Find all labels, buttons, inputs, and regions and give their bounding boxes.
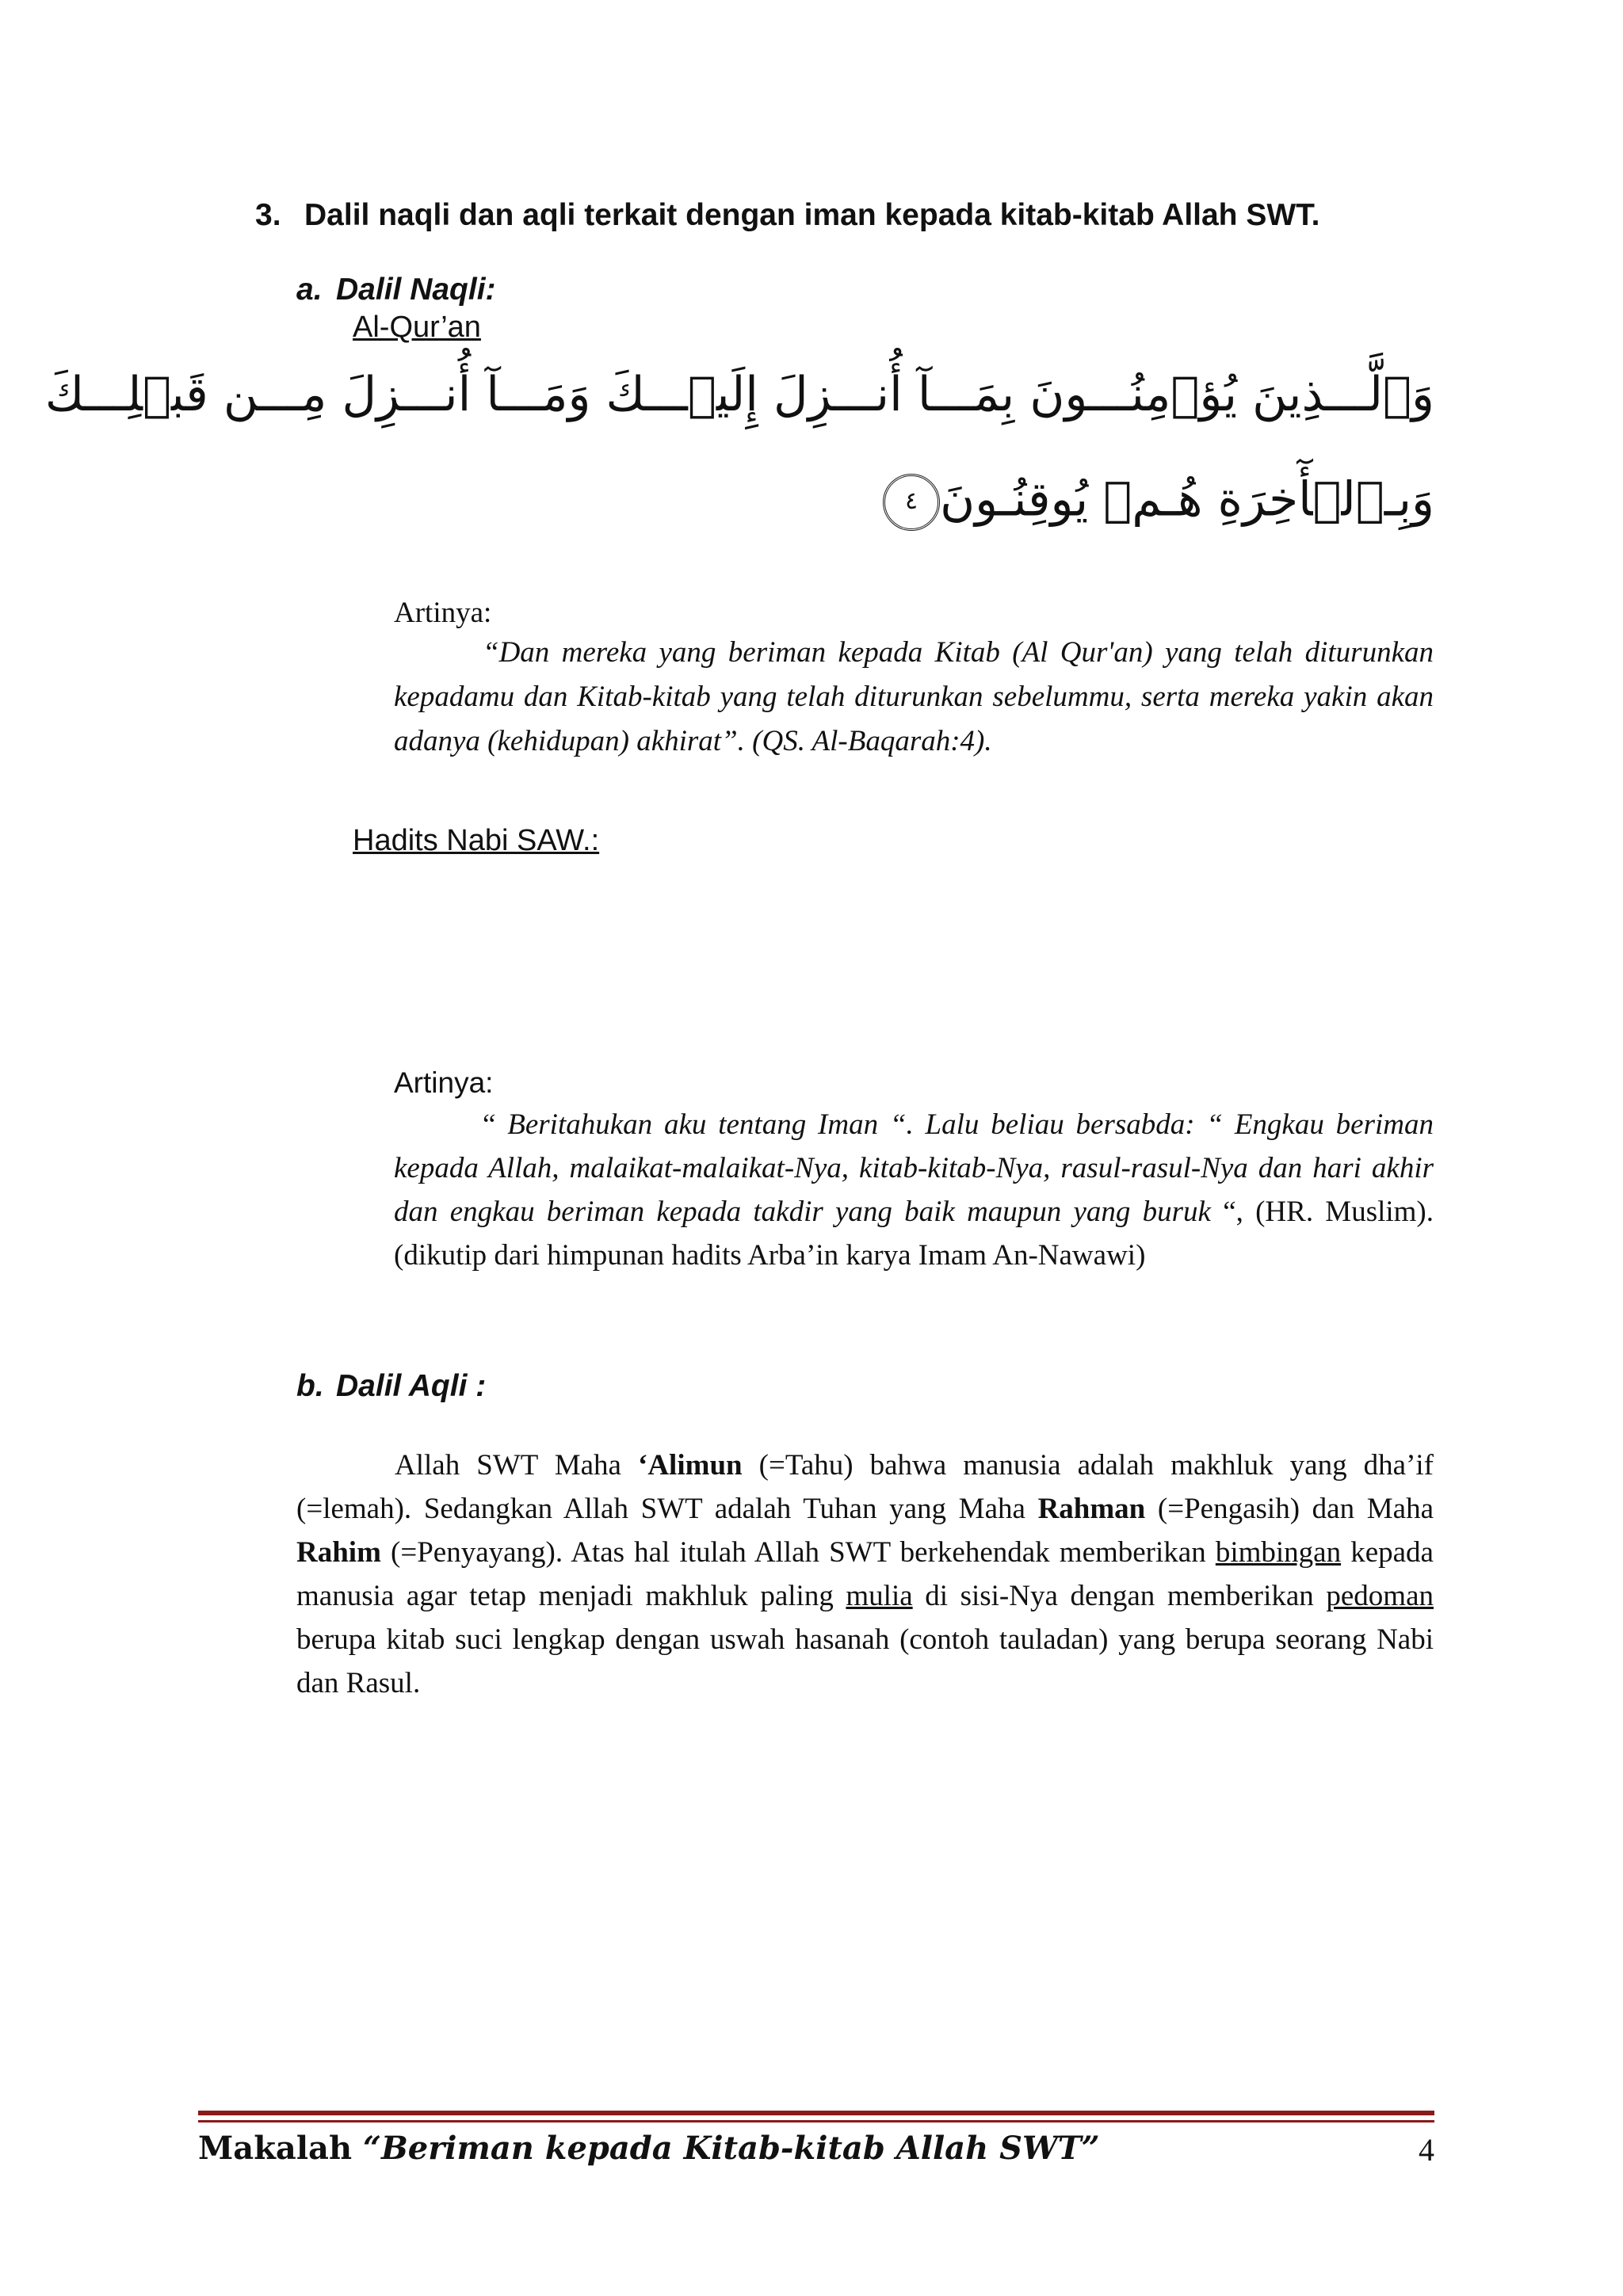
hadits-quote: Beritahukan aku tentang Iman “. Lalu beliau bersabda: “ Engkau beriman kepada Allah, malaikat-malaikat-Nya, kitab-kitab-Nya, rasul-rasul-Nya dan hari akhir dan engkau beriman kepada takdir yang baik maupun yang buruk	[394, 1108, 1434, 1228]
ayah-number-marker: ٤	[883, 474, 940, 531]
footer-rule-thin	[198, 2120, 1434, 2122]
section-title: Dalil naqli dan aqli terkait dengan iman kepada kitab-kitab Allah SWT.	[304, 198, 1320, 232]
footer-title	[198, 2130, 1100, 2167]
underlined-term-mulia: mulia	[846, 1580, 913, 1612]
translation-text: Dan mereka yang beriman kepada Kitab (Al Qur'an) yang telah diturunkan kepadamu dan Kitab-kitab yang telah diturunkan sebelummu, serta mereka yakin akan adanya (kehidupan) akhirat”.	[394, 636, 1434, 757]
section-heading	[255, 198, 1320, 233]
hadits-source: “, (HR. Muslim). (dikutip dari himpunan hadits Arba’in karya Imam An-Nawawi)	[394, 1196, 1434, 1272]
subheading-text: Dalil Naqli:	[336, 273, 496, 307]
hadits-open-quote: “	[483, 1108, 508, 1141]
quran-artinya-label: Artinya:	[394, 597, 492, 629]
arabic-verse-line-2	[905, 471, 1434, 531]
footer-rule-thick	[198, 2111, 1434, 2115]
translation-open-quote: “	[483, 636, 499, 669]
hadits-label: Hadits Nabi SAW.:	[353, 824, 600, 857]
footer-prefix: Makalah	[198, 2130, 363, 2167]
paragraph-text: (=Tahu) bahwa manusia adalah makhluk yang dha’if (=lemah). Sedangkan Allah SWT adalah Tuhan yang Maha	[296, 1449, 1434, 1525]
aqli-paragraph	[296, 1444, 1434, 1705]
paragraph-text: berupa kitab suci lengkap dengan uswah hasanah (contoh tauladan) yang berupa seorang Nabi dan Rasul.	[296, 1623, 1434, 1699]
footer-paper-title: “Beriman kepada Kitab-kitab Allah SWT”	[362, 2130, 1100, 2167]
paragraph-text: (=Pengasih) dan Maha	[1145, 1493, 1434, 1525]
page-number: 4	[1419, 2132, 1434, 2168]
hadits-translation	[394, 1103, 1434, 1277]
section-number: 3.	[255, 198, 281, 232]
bold-term-rahim: Rahim	[296, 1536, 381, 1569]
paragraph-text: di sisi-Nya dengan memberikan	[912, 1580, 1327, 1612]
arabic-verse-text: وَبِـٱلۡأٓخِرَةِ هُـمۡ يُوقِنُـونَ	[940, 471, 1434, 528]
bold-term-rahman: Rahman	[1037, 1493, 1146, 1525]
underlined-term-bimbingan: bimbingan	[1215, 1536, 1342, 1569]
quran-translation	[394, 631, 1434, 764]
subheading-label: b.	[296, 1369, 324, 1403]
arabic-verse-line-1: وَٱلَّـــذِينَ يُؤۡمِنُـــونَ بِمَـــآ أُنـــزِلَ إِلَيۡـــكَ وَمَـــآ أُنـــزِلَ مِـــن قَبۡلِـــكَ	[44, 367, 1434, 422]
underlined-term-pedoman: pedoman	[1326, 1580, 1434, 1612]
subheading-label: a.	[296, 273, 323, 307]
quran-label: Al-Qur’an	[353, 311, 481, 344]
subheading-dalil-aqli	[296, 1369, 486, 1404]
translation-reference: (QS. Al-Baqarah:4).	[752, 725, 992, 757]
bold-term-alimun: ‘Alimun	[638, 1449, 743, 1482]
hadits-artinya-label: Artinya:	[394, 1066, 494, 1099]
paragraph-text: Allah SWT Maha	[395, 1449, 639, 1482]
paragraph-text: kepada manusia agar tetap menjadi makhluk paling	[296, 1536, 1434, 1612]
subheading-dalil-naqli	[296, 273, 496, 307]
subheading-text: Dalil Aqli :	[336, 1369, 487, 1403]
paragraph-text: (=Penyayang). Atas hal itulah Allah SWT berkehendak memberikan	[380, 1536, 1216, 1569]
